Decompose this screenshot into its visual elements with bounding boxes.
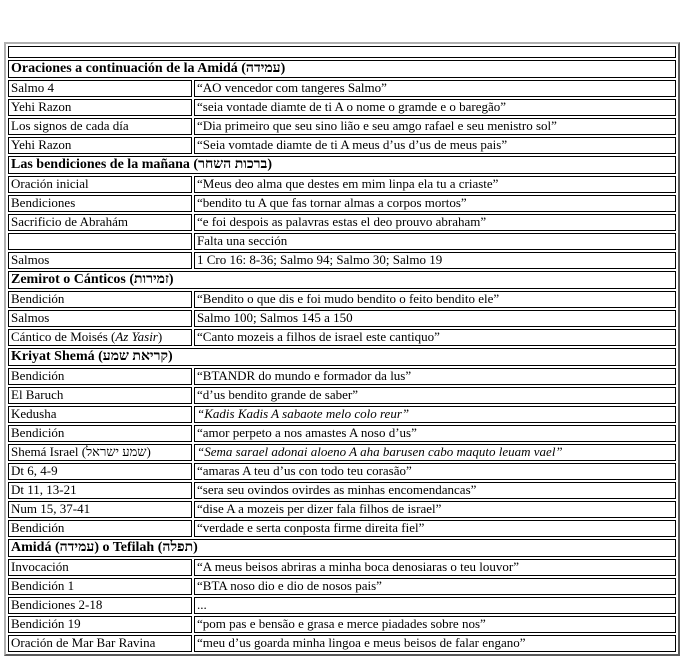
row-label: Yehi Razon <box>8 99 192 116</box>
prayers-table-body <box>8 46 676 652</box>
row-value: “Sema sarael adonai aloeno A aha barusen cabo maquto leuam vael” <box>194 444 676 461</box>
table-row <box>8 635 676 652</box>
table-row <box>8 444 676 461</box>
row-value: “e foi despois as palavras estas el deo prouvo abraham” <box>194 214 676 231</box>
row-value: Salmo 100; Salmos 145 a 150 <box>194 310 676 327</box>
row-value: “amaras A teu d’us con todo teu corasão” <box>194 463 676 480</box>
row-value: “Seia vomtade diamte de ti A meus d’us d’us de meus pais” <box>194 137 676 154</box>
row-value: “pom pas e bensão e grasa e merce piadades sobre nos” <box>194 616 676 633</box>
row-label: Dt 6, 4-9 <box>8 463 192 480</box>
row-value: “seia vontade diamte de ti A o nome o gramde e o baregão” <box>194 99 676 116</box>
row-value: “amor perpeto a nos amastes A noso d’us” <box>194 425 676 442</box>
table-row <box>8 425 676 442</box>
row-value: Falta una sección <box>194 233 676 250</box>
table-row <box>8 214 676 231</box>
table-row <box>8 80 676 97</box>
row-label: Salmos <box>8 310 192 327</box>
section-header-row <box>8 156 676 174</box>
row-value: “Dia primeiro que seu sino lião e seu amgo rafael e seu menistro sol” <box>194 118 676 135</box>
prayers-table <box>4 42 680 656</box>
row-label: Num 15, 37-41 <box>8 501 192 518</box>
row-value: “dise A a mozeis per dizer fala filhos de israel” <box>194 501 676 518</box>
row-label: Kedusha <box>8 406 192 423</box>
row-value: “Meus deo alma que destes em mim linpa ela tu a criaste” <box>194 176 676 193</box>
row-value: “BTANDR do mundo e formador da lus” <box>194 368 676 385</box>
section-title: Kriyat Shemá (קריאת שמע) <box>8 348 676 366</box>
table-row <box>8 329 676 346</box>
section-title: Zemirot o Cánticos (זמירות) <box>8 271 676 289</box>
row-label: Yehi Razon <box>8 137 192 154</box>
row-value: “Canto mozeis a filhos de israel este cantiquo” <box>194 329 676 346</box>
table-row <box>8 252 676 269</box>
table-row <box>8 195 676 212</box>
row-value: “Bendito o que dis e foi mudo bendito o feito bendito ele” <box>194 291 676 308</box>
section-header-row <box>8 539 676 557</box>
row-value: “BTA noso dio e dio de nosos pais” <box>194 578 676 595</box>
table-row <box>8 463 676 480</box>
row-label: Bendiciones <box>8 195 192 212</box>
row-label: Oración de Mar Bar Ravina <box>8 635 192 652</box>
table-row <box>8 310 676 327</box>
table-row <box>8 559 676 576</box>
table-row <box>8 406 676 423</box>
table-row <box>8 176 676 193</box>
row-label: Bendición 19 <box>8 616 192 633</box>
row-label: Salmos <box>8 252 192 269</box>
row-label: Sacrificio de Abrahám <box>8 214 192 231</box>
row-label: El Baruch <box>8 387 192 404</box>
section-title: Oraciones a continuación de la Amidá (עמידה) <box>8 60 676 78</box>
row-value: “Kadis Kadis A sabaote melo colo reur” <box>194 406 676 423</box>
table-row <box>8 501 676 518</box>
table-row <box>8 118 676 135</box>
row-value: “A meus beisos abriras a minha boca denosiaras o teu louvor” <box>194 559 676 576</box>
row-label: Bendición <box>8 368 192 385</box>
row-label: Dt 11, 13-21 <box>8 482 192 499</box>
row-value: “sera seu ovindos ovirdes as minhas encomendancas” <box>194 482 676 499</box>
row-value: “meu d’us goarda minha lingoa e meus beisos de falar engano” <box>194 635 676 652</box>
row-label: Bendición 1 <box>8 578 192 595</box>
row-label-part: Cántico de Moisés ( <box>11 329 116 344</box>
table-row <box>8 520 676 537</box>
row-value: “d’us bendito grande de saber” <box>194 387 676 404</box>
table-row <box>8 99 676 116</box>
row-label: Salmo 4 <box>8 80 192 97</box>
spacer-row <box>8 46 676 58</box>
row-label: Invocación <box>8 559 192 576</box>
row-label-part: Az Yasir <box>115 329 158 344</box>
table-row <box>8 233 676 250</box>
row-label: Shemá Israel (שמע ישראל) <box>8 444 192 461</box>
row-label <box>8 329 192 346</box>
table-row <box>8 387 676 404</box>
row-label <box>8 233 192 250</box>
section-title: Amidá (עמידה) o Tefilah (תפלה) <box>8 539 676 557</box>
section-header-row <box>8 271 676 289</box>
table-row <box>8 616 676 633</box>
row-value: ... <box>194 597 676 614</box>
table-row <box>8 482 676 499</box>
row-label-part: ) <box>157 329 163 344</box>
section-title: Las bendiciones de la mañana (ברכות השחר) <box>8 156 676 174</box>
row-label: Los signos de cada día <box>8 118 192 135</box>
section-header-row <box>8 60 676 78</box>
row-value: “AO vencedor com tangeres Salmo” <box>194 80 676 97</box>
row-label: Bendición <box>8 520 192 537</box>
row-label: Bendición <box>8 291 192 308</box>
spacer-cell <box>8 46 676 58</box>
row-label: Oración inicial <box>8 176 192 193</box>
table-row <box>8 137 676 154</box>
section-header-row <box>8 348 676 366</box>
row-value: 1 Cro 16: 8-36; Salmo 94; Salmo 30; Salmo 19 <box>194 252 676 269</box>
row-label: Bendición <box>8 425 192 442</box>
table-row <box>8 578 676 595</box>
table-row <box>8 597 676 614</box>
row-label: Bendiciones 2-18 <box>8 597 192 614</box>
row-value: “verdade e serta conposta firme direita fiel” <box>194 520 676 537</box>
table-row <box>8 368 676 385</box>
row-value: “bendito tu A que fas tornar almas a corpos mortos” <box>194 195 676 212</box>
table-row <box>8 291 676 308</box>
